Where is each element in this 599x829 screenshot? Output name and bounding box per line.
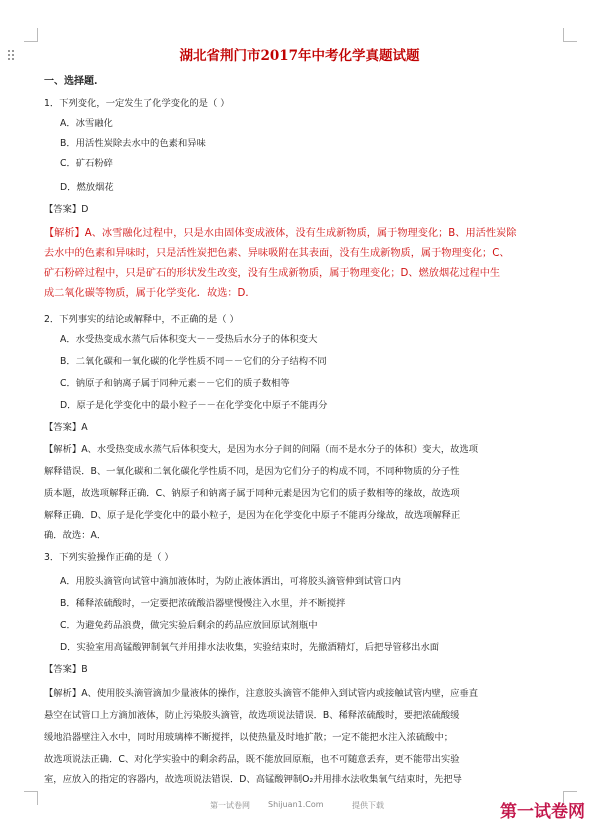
text-line: A．用胶头滴管向试管中滴加液体时，为防止液体洒出，可将胶头滴管伸到试管口内 [60, 576, 402, 587]
text-line: 3．下列实验操作正确的是（ ） [44, 552, 174, 563]
brand-logo: 第一试卷网 [500, 802, 585, 822]
text-line: 1．下列变化，一定发生了化学变化的是（ ） [44, 98, 230, 109]
text-line: 成二氧化碳等物质，属于化学变化．故选：D． [44, 288, 256, 299]
text-line: 解释错误．B、一氧化碳和二氧化碳化学性质不同，是因为它们分子的构成不同，不同种物质的分子性 [44, 466, 460, 477]
text-line: 确．故选：A． [44, 530, 107, 541]
text-line: 矿石粉碎过程中，只是矿石的形状发生改变，没有生成新物质，属于物理变化；D、燃放烟花过程中生 [44, 268, 501, 279]
text-line: 【解析】A、水受热变成水蒸气后体积变大，是因为水分子间的间隔（而不是水分子的体积）变大，故选项 [44, 444, 479, 455]
text-line: D．燃放烟花 [60, 182, 114, 193]
text-line: A．水受热变成水蒸气后体积变大－－受热后水分子的体积变大 [60, 334, 318, 345]
text-line: C．钠原子和钠离子属于同种元素－－它们的质子数相等 [60, 378, 290, 389]
footer-right-text: 提供下载 [352, 801, 384, 810]
text-line: 一、选择题. [44, 76, 98, 87]
text-line: 解释正确．D、原子是化学变化中的最小粒子，是因为在化学变化中原子不能再分缘故，故选项解释正 [44, 510, 461, 521]
text-line: B．稀释浓硫酸时，一定要把浓硫酸沿器壁慢慢注入水里，并不断搅拌 [60, 598, 346, 609]
text-line: B．用活性炭除去水中的色素和异味 [60, 138, 206, 149]
text-line: 【答案】D [44, 204, 89, 215]
text-line: 去水中的色素和异味时，只是活性炭把色素、异味吸附在其表面，没有生成新物质，属于物理变化；C、 [44, 248, 510, 259]
footer-left-text: 第一试卷网 [210, 801, 250, 810]
text-line: 故选项说法正确．C、对化学实验中的剩余药品，既不能放回原瓶，也不可随意丢弃，更不能带出实验 [44, 754, 460, 765]
text-line: A．冰雪融化 [60, 118, 113, 129]
text-line: 悬空在试管口上方滴加液体，防止污染胶头滴管，故选项说法错误．B、稀释浓硫酸时，要把浓硫酸缓 [44, 710, 460, 721]
text-line: D．实验室用高锰酸钾制氧气并用排水法收集，实验结束时，先撤酒精灯，后把导管移出水面 [60, 642, 440, 653]
crop-mark-bottom-left [24, 791, 38, 805]
text-line: 【解析】A、使用胶头滴管滴加少量液体的操作，注意胶头滴管不能伸入到试管内或接触试管内壁，应垂直 [44, 688, 479, 699]
crop-mark-top-right [563, 28, 577, 42]
text-line: 2．下列事实的结论或解释中，不正确的是（ ） [44, 314, 239, 325]
text-line: 【答案】B [44, 664, 88, 675]
footer-site-text: Shijuan1.Com [268, 800, 324, 809]
crop-mark-top-left [24, 28, 38, 42]
text-line: 缓地沿器壁注入水中，同时用玻璃棒不断搅拌，以使热量及时地扩散；一定不能把水注入浓硫酸中； [44, 732, 454, 743]
text-line: C．矿石粉碎 [60, 158, 113, 169]
text-line: B．二氧化碳和一氧化碳的化学性质不同－－它们的分子结构不同 [60, 356, 327, 367]
text-line: 【答案】A [44, 422, 88, 433]
text-line: C．为避免药品浪费，做完实验后剩余的药品应放回原试剂瓶中 [60, 620, 318, 631]
text-line: 室，应放入的指定的容器内，故选项说法错误．D、高锰酸钾制O₂并用排水法收集氧气结束时，先把导 [44, 774, 462, 785]
text-line: D．原子是化学变化中的最小粒子－－在化学变化中原子不能再分 [60, 400, 328, 411]
page-title: 湖北省荆门市2017年中考化学真题试题 [179, 48, 420, 64]
text-line: 质本题，故选项解释正确．C、钠原子和钠离子属于同种元素是因为它们的质子数相等的缘故，故选项 [44, 488, 460, 499]
text-line: 【解析】A、冰雪融化过程中，只是水由固体变成液体，没有生成新物质，属于物理变化；B、用活性炭除 [44, 228, 517, 239]
